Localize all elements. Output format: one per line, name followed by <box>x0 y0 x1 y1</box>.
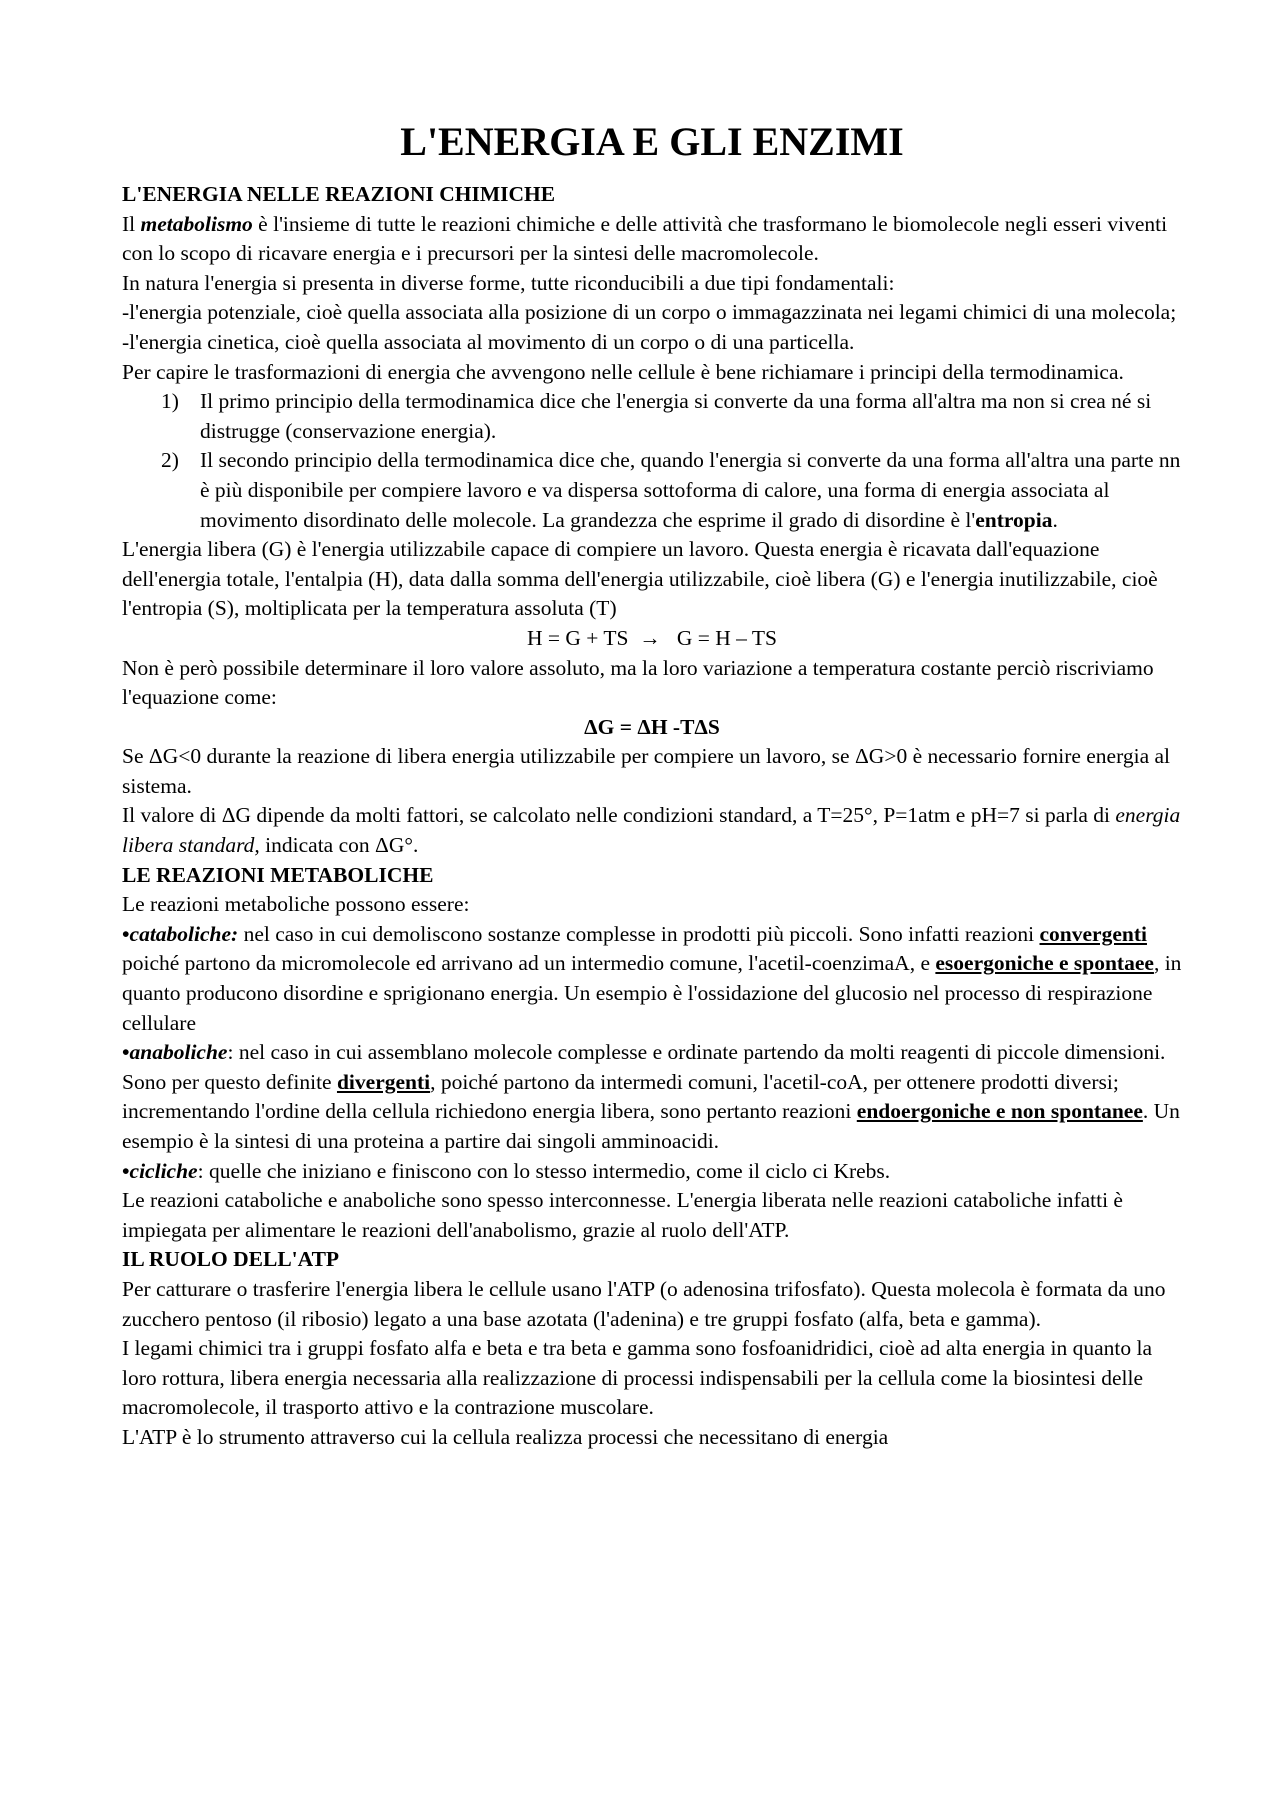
paragraph: -l'energia potenziale, cioè quella associata alla posizione di un corpo o immagazzinata nei legami chimici di una molecola; <box>122 300 1177 325</box>
paragraph: In natura l'energia si presenta in diverse forme, tutte riconducibili a due tipi fondamentali: <box>122 270 895 295</box>
paragraph: Se ΔG<0 durante la reazione di libera energia utilizzabile per compiere un lavoro, se ΔG>0 è necessario fornire energia al sistema. <box>122 744 1171 798</box>
list-item: 2) Il secondo principio della termodinamica dice che, quando l'energia si converte da una forma all'altra una parte nn è più disponibile per compiere lavoro e va dispersa sottoforma di calore, una forma di energia associata al movimento disordinato delle molecole. La grandezza che esprime il grado di disordine è l'entropia. <box>161 448 1181 532</box>
paragraph-metabolismo: Il metabolismo è l'insieme di tutte le reazioni chimiche e delle attività che trasformano le biomolecole negli esseri viventi con lo scopo di ricavare energia e i precursori per la sintesi delle macromolecole. <box>122 211 1168 266</box>
paragraph: Non è però possibile determinare il loro valore assoluto, ma la loro variazione a temperatura costante perciò riscriviamo l'equazione come: <box>122 655 1154 710</box>
paragraph: Le reazioni cataboliche e anaboliche sono spesso interconnesse. L'energia liberata nelle reazioni cataboliche infatti è impiegata per alimentare le reazioni dell'anabolismo, grazie al ruolo dell'ATP. <box>122 1188 1123 1242</box>
paragraph: -l'energia cinetica, cioè quella associata al movimento di un corpo o di una particella. <box>122 329 855 354</box>
paragraph: Per catturare o trasferire l'energia libera le cellule usano l'ATP (o adenosina trifosfato). Questa molecola è formata da uno zucchero pentoso (il ribosio) legato a una base azotata (l'adenina) e tre gruppi fosfato (alfa, beta e gamma). <box>122 1276 1166 1331</box>
paragraph: L'energia libera (G) è l'energia utilizzabile capace di compiere un lavoro. Questa energia è ricavata dall'equazione dell'energia totale, l'entalpia (H), data dalla somma dell'energia utilizzabile, cioè libera (G) e l'energia inutilizzabile, cioè l'entropia (S), moltiplicata per la temperatura assoluta (T) <box>122 537 1158 621</box>
paragraph-cataboliche: •cataboliche: nel caso in cui demoliscono sostanze complesse in prodotti più piccoli. Sono infatti reazioni convergenti poiché partono da micromolecole ed arrivano ad un intermedio comune, l'acetil-coenzimaA, e esoergoniche e spontaee, in quanto producono disordine e sprigionano energia. Un esempio è l'ossidazione del glucosio nel processo di respirazione cellulare <box>122 921 1182 1035</box>
section-heading-atp: IL RUOLO DELL'ATP <box>122 1247 340 1272</box>
paragraph: Per capire le trasformazioni di energia che avvengono nelle cellule è bene richiamare i principi della termodinamica. <box>122 359 1124 384</box>
document-page <box>122 118 1182 1453</box>
paragraph: L'ATP è lo strumento attraverso cui la cellula realizza processi che necessitano di energia <box>122 1424 889 1449</box>
section-heading-reazioni: LE REAZIONI METABOLICHE <box>122 862 434 887</box>
equation-bold: ΔG = ΔH -TΔS <box>584 714 720 739</box>
equation: H = G + TS → G = H – TS <box>526 625 777 650</box>
paragraph: I legami chimici tra i gruppi fosfato alfa e beta e tra beta e gamma sono fosfoanidridici, cioè ad alta energia in quanto la loro rottura, libera energia necessaria alla realizzazione di processi indispensabili per la cellula come la biosintesi delle macromolecole, il trasporto attivo e la contrazione muscolare. <box>122 1336 1153 1420</box>
list-item: 1) Il primo principio della termodinamica dice che l'energia si converte da una forma all'altra ma non si crea né si distrugge (conservazione energia). <box>161 389 1152 443</box>
page-title: L'ENERGIA E GLI ENZIMI <box>400 119 904 164</box>
section-heading-energia: L'ENERGIA NELLE REAZIONI CHIMICHE <box>122 182 556 206</box>
paragraph-cicliche: •cicliche: quelle che iniziano e finiscono con lo stesso intermedio, come il ciclo ci Krebs. <box>122 1158 891 1183</box>
paragraph: Il valore di ΔG dipende da molti fattori, se calcolato nelle condizioni standard, a T=25°, P=1atm e pH=7 si parla di energia libera standard, indicata con ΔG°. <box>122 803 1181 858</box>
paragraph: Le reazioni metaboliche possono essere: <box>122 892 470 917</box>
principles-list <box>122 387 1182 535</box>
paragraph-anaboliche: •anaboliche: nel caso in cui assemblano molecole complesse e ordinate partendo da molti reagenti di piccole dimensioni. Sono per questo definite divergenti, poiché partono da intermedi comuni, l'acetil-coA, per ottenere prodotti diversi; incrementando l'ordine della cellula richiedono energia libera, sono pertanto reazioni endoergoniche e non spontanee. Un esempio è la sintesi di una proteina a partire dai singoli amminoacidi. <box>122 1040 1180 1153</box>
